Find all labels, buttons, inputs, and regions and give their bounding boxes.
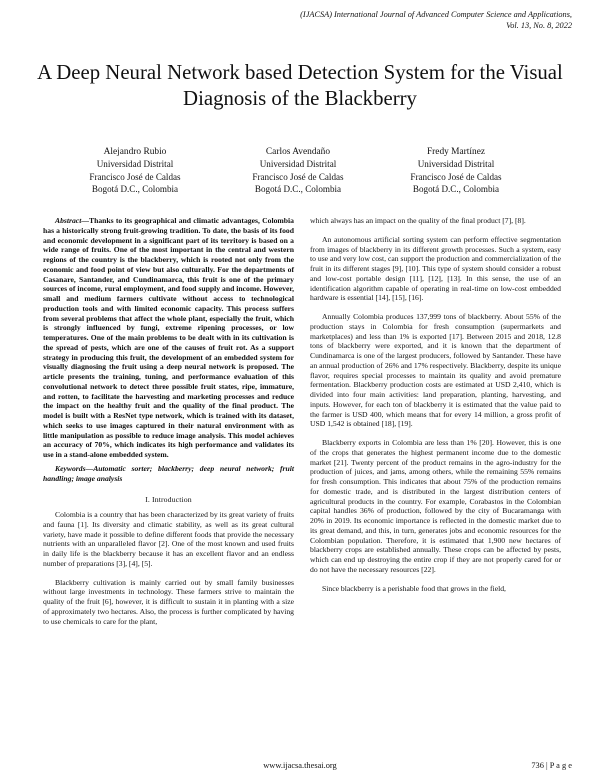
author-block-1 (50, 146, 220, 195)
paragraph: Since blackberry is a perishable food that grows in the field, (322, 583, 506, 593)
author-affiliation: Francisco José de Caldas (252, 171, 344, 182)
abstract (43, 216, 294, 460)
journal-volume: Vol. 13, No. 8, 2022 (506, 21, 572, 30)
paragraph: Blackberry cultivation is mainly carried out by small family businesses without large investments in technology. These farmers strive to maintain the quality of the fruit [6], however, it is difficult to sustain it in planting with a size of approximately two hectares. Also, the process is further complicated by having to use chemicals to care for the plant, (43, 577, 294, 626)
author-name: Fredy Martínez (426, 147, 486, 157)
paper-title: A Deep Neural Network based Detection System for the Visual Diagnosis of the Blackberry (37, 61, 563, 110)
page-number: 736 | P a g e (531, 761, 572, 770)
author-affiliation: Universidad Distrital (96, 159, 174, 170)
author-name: Alejandro Rubio (103, 147, 167, 157)
paragraph: which always has an impact on the quality of the final product [7], [8]. (310, 216, 526, 225)
paragraph: An autonomous artificial sorting system can perform effective segmentation from images of blackberry in its different growth processes. Such a system, easy to use and very low cost, can support the production and commercialization of the fruit in its different stages [9], [10]. This type of system should consider a robust and low-cost portable design [11], [12], [13]. In this sense, the use of an identification algorithm capable of operating in real-time on low-cost embedded hardware is essential [14], [15], [16]. (310, 234, 561, 303)
author-location: Bogotá D.C., Colombia (254, 183, 342, 194)
author-affiliation: Universidad Distrital (417, 159, 495, 170)
paragraph: Annually Colombia produces 137,999 tons of blackberry. About 55% of the production stays in Colombia for fresh consumption (supermarkets and marketplaces) and less than 1% is exported [17]. Between 2015 and 2018, 12.8 tons of blackberry were exported, and it is known that the department of Cundinamarca is one of the largest producers, followed by Santander. These have an annual production of 26% and 17% respectively. Blackberry, despite its unique flavor, requires special processes to maintain its quality and avoid premature fermentation. Blackberry production costs are estimated at USD 2,410, which is divided into four main activities: land preparation, planting, harvesting, and inputs. However, for each ton of blackberry it is estimated that the value paid to the farmer is USD 400, which means that for every 14 million, a gross profit of USD 1,542 is obtained [18], [19]. (310, 312, 561, 429)
left-column (43, 216, 294, 626)
author-name: Carlos Avendaño (265, 147, 331, 157)
abstract-text: Thanks to its geographical and climatic advantages, Colombia has a historically strong fruit-growing tradition. To date, the basis of its food and economic development in a significant part of its territory is based on a wide range of fruits. One of the most important in the central and western regions of the country is the blackberry, which is rooted not only from the economic and food point of view but also culturally. For the departments of Casanare, Santander, and Cundinamarca, this fruit is one of the primary sources of income, rural employment, and food supply and income. However, small and medium farmers cultivate without access to technological production tools and with limited economic capacity. This process suffers from several problems that affect the whole plant, especially the fruit, which is strongly influenced by fungi, extreme ripening processes, or low temperatures. One of the main problems to be dealt with in its cultivation is the spread of pests, which are one of the causes of fruit rot. As a support strategy in producing this fruit, the development of an embedded system for visually diagnosing the fruit using a deep neural network is proposed. The article presents the training, tuning, and performance evaluation of this convolutional network to detect three possible fruit states, ripe, immature, and rotten, to facilitate the harvesting and marketing processes and reduce the impact on the healthy fruit and the quality of the final product. The model is built with a ResNet type network, which is trained with its dataset, which seeks to use images captured in their natural environment with as little manipulation as possible to reduce image analysis. This model achieves an accuracy of 70%, which indicates its high performance and validates its use in a stand-alone embedded system. (43, 216, 294, 459)
footer-url: www.ijacsa.thesai.org (263, 761, 337, 770)
author-affiliation: Francisco José de Caldas (410, 171, 502, 182)
journal-header (172, 9, 572, 31)
paragraph: Blackberry exports in Colombia are less than 1% [20]. However, this is one of the crops that generates the highest permanent income due to the domestic market [21]. Twenty percent of the product remains in the agro-industry for the production of juices, and jams, among others, while the remaining 55% remains for fresh consumption. This indicates that about 75% of the production remains for domestic trade, and is distributed in the largest distribution centers of agricultural products in the country. For example, Corabastos in the Colombian capital handles 36% of production, followed by the city of Bucaramanga with 20% in 2019. Its economic importance is reflected in the domestic market due to its great demand, and this, in turn, generates jobs and economic resources for the Colombian population. Therefore, it is estimated that 1,900 new hectares of blackberry crops are established annually. These crops can be affected by pests, which can end up destroying the entire crop if they are not properly cared for or do not have the necessary resources [22]. (310, 438, 561, 574)
author-affiliation: Francisco José de Caldas (89, 171, 181, 182)
keywords: Keywords—Automatic sorter; blackberry; deep neural network; fruit handling; image analysis (43, 463, 294, 483)
paragraph: Colombia is a country that has been characterized by its great variety of fruits and fauna [1]. Its diversity and climatic stability, as well as its great cultural variety, have made it possible to define different foods that provide the necessary nutrients with an unparalleled flavor [2]. One of the most known and used fruits in daily life is the blackberry because it has an excellent flavor and an endless number of preparations [3], [4], [5]. (43, 510, 294, 568)
author-block-2 (213, 146, 383, 195)
journal-name: (IJACSA) International Journal of Advanced Computer Science and Applications, (300, 10, 572, 19)
author-location: Bogotá D.C., Colombia (91, 183, 179, 194)
author-location: Bogotá D.C., Colombia (412, 183, 500, 194)
abstract-label: Abstract— (55, 216, 89, 225)
author-block-3 (371, 146, 541, 195)
section-heading: I. Introduction (145, 495, 192, 505)
right-column (310, 216, 561, 593)
author-affiliation: Universidad Distrital (259, 159, 337, 170)
